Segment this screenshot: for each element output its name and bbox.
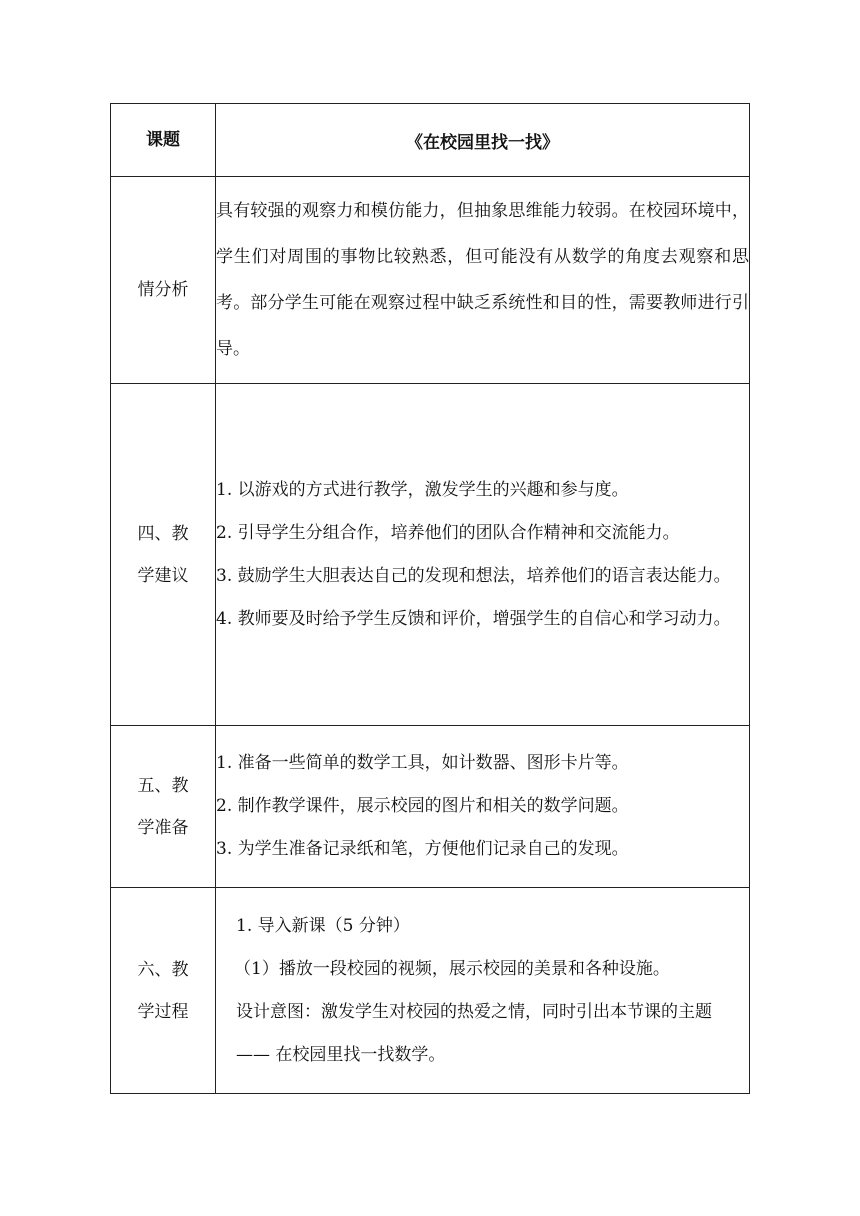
prep-label-line1: 五、教 [137, 775, 189, 796]
analysis-label: 情分析 [111, 177, 216, 384]
process-sub-step: （1）播放一段校园的视频，展示校园的美景和各种设施。 [234, 958, 670, 979]
prep-item: 3. 为学生准备记录纸和笔，方便他们记录自己的发现。 [216, 839, 629, 859]
prep-row [111, 726, 750, 888]
advice-label [111, 384, 216, 726]
analysis-row [111, 177, 750, 384]
advice-item: 1. 以游戏的方式进行教学，激发学生的兴趣和参与度。 [216, 479, 629, 500]
analysis-cell [216, 177, 750, 384]
advice-row [111, 384, 750, 726]
advice-label-line2: 学建议 [137, 565, 189, 586]
advice-item: 4. 教师要及时给予学生反馈和评价，增强学生的自信心和学习动力。 [216, 608, 731, 629]
analysis-text: 具有较强的观察力和模仿能力，但抽象思维能力较弱。在校园环境中，学生们对周围的事物比较熟悉，但可能没有从数学的角度去观察和思考。部分学生可能在观察过程中缺乏系统性和目的性，需要教师进行引导。 [216, 201, 749, 359]
prep-item: 2. 制作教学课件，展示校园的图片和相关的数学问题。 [216, 796, 629, 816]
process-step-heading: 1. 导入新课（5 分钟） [236, 915, 410, 936]
prep-item: 1. 准备一些简单的数学工具，如计数器、图形卡片等。 [216, 753, 629, 773]
advice-item: 2. 引导学生分组合作，培养他们的团队合作精神和交流能力。 [216, 522, 680, 543]
process-row [111, 888, 750, 1094]
advice-label-line1: 四、教 [137, 523, 189, 544]
advice-item: 3. 鼓励学生大胆表达自己的发现和想法，培养他们的语言表达能力。 [216, 565, 731, 586]
title-label: 课题 [111, 104, 216, 177]
process-label [111, 888, 216, 1094]
prep-label-line2: 学准备 [137, 817, 189, 838]
lesson-plan-table [110, 103, 750, 1094]
prep-cell [216, 726, 750, 888]
lesson-title: 《在校园里找一找》 [216, 104, 750, 177]
advice-cell [216, 384, 750, 726]
prep-label [111, 726, 216, 888]
title-row [111, 104, 750, 177]
process-cell [216, 888, 750, 1094]
process-label-line1: 六、教 [137, 959, 189, 980]
process-design-intent: 设计意图：激发学生对校园的热爱之情，同时引出本节课的主题 —— 在校园里找一找数学。 [236, 1001, 712, 1065]
process-label-line2: 学过程 [137, 1001, 189, 1022]
